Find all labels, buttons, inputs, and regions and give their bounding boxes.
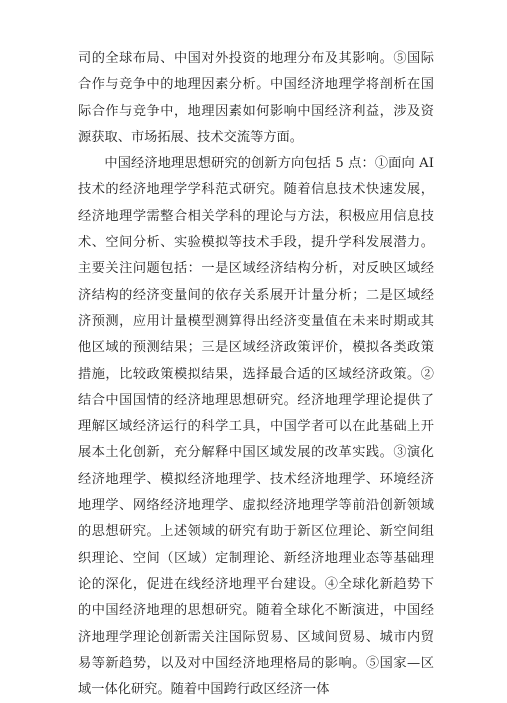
document-page [78, 46, 434, 703]
paragraph-1: 司的全球布局、中国对外投资的地理分布及其影响。⑤国际合作与竞争中的地理因素分析。中国经济地理学将剖析在国际合作与竞争中，地理因素如何影响中国经济利益，涉及资源获取、市场拓展、技术交流等方面。 [78, 51, 434, 145]
paragraph-2: 中国经济地理思想研究的创新方向包括 5 点：①面向 AI 技术的经济地理学学科范式研究。随着信息技术快速发展，经济地理学需整合相关学科的理论与方法，积极应用信息技术、空间分析、实验模拟等技术手段，提升学科发展潜力。主要关注问题包括：一是区域经济结构分析，对反映区域经济结构的经济变量间的依存关系展开计量分析；二是区域经济预测，应用计量模型测算得出经济变量值在未来时期或其他区域的预测结果；三是区域经济政策评价，模拟各类政策措施，比较政策模拟结果，选择最合适的区域经济政策。②结合中国国情的经济地理思想研究。经济地理学理论提供了理解区域经济运行的科学工具，中国学者可以在此基础上开展本土化创新，充分解释中国区域发展的改革实践。③演化经济地理学、模拟经济地理学、技术经济地理学、环境经济地理学、网络经济地理学、虚拟经济地理学等前沿创新领域的思想研究。上述领域的研究有助于新区位理论、新空间组织理论、空间（区域）定制理论、新经济地理业态等基础理论的深化，促进在线经济地理平台建设。④全球化新趋势下的中国经济地理的思想研究。随着全球化不断演进，中国经济地理学理论创新需关注国际贸易、区域间贸易、城市内贸易等新趋势，以及对中国经济地理格局的影响。⑤国家—区域一体化研究。随着中国跨行政区经济一体 [78, 156, 434, 698]
